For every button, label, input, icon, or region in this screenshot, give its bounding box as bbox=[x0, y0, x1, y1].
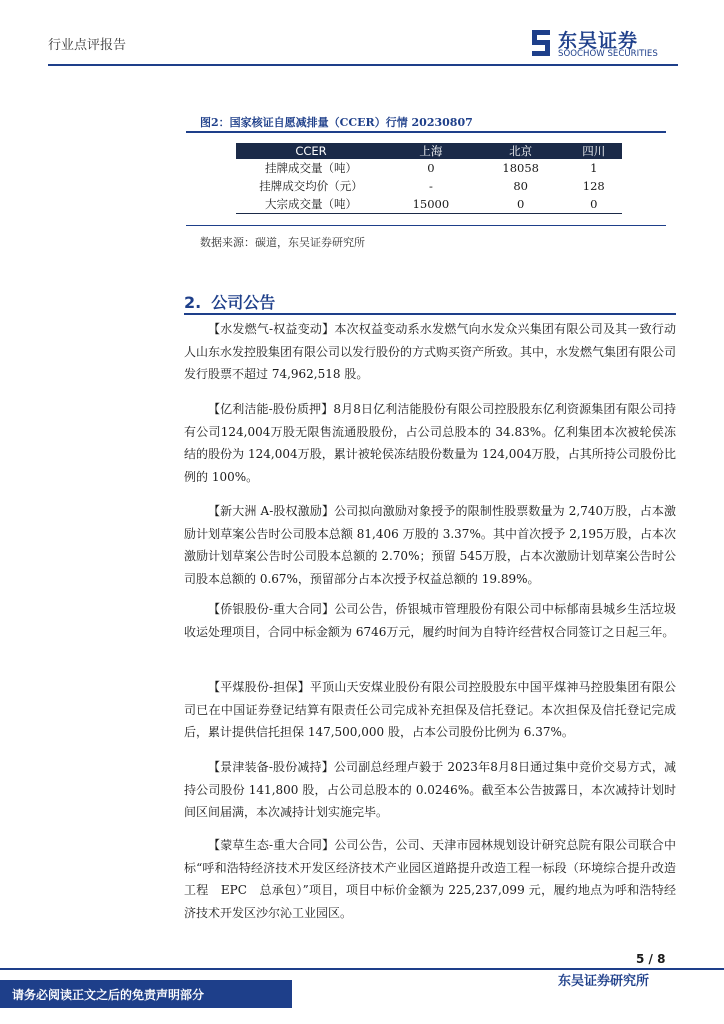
table-cell: 0 bbox=[566, 195, 622, 214]
table-header-cell: 四川 bbox=[566, 143, 622, 159]
logo-cn-text: 东吴证券 bbox=[558, 30, 639, 52]
table-cell: 18058 bbox=[502, 161, 539, 175]
section-divider bbox=[184, 313, 676, 315]
disclaimer-text: 请务必阅读正文之后的免责声明部分 bbox=[12, 988, 205, 1002]
table-row bbox=[236, 159, 622, 177]
announcement-paragraph: 【水发燃气-权益变动】本次权益变动系水发燃气向水发众兴集团有限公司及其一致行动人山东水发控股集团有限公司以发行股份的方式购买资产所致。其中，水发燃气集团有限公司发行股票不超过 74,962,518 股。 bbox=[184, 322, 677, 381]
announcement-paragraph: 【侨银股份-重大合同】公司公告，侨银城市管理股份有限公司中标郁南县城乡生活垃圾收运处理项目，合同中标金额为 6746万元，履约时间为自特许经营权合同签订之日起三年。 bbox=[184, 602, 676, 639]
company-logo bbox=[528, 26, 688, 62]
table-cell: 128 bbox=[582, 179, 605, 193]
table-cell: 15000 bbox=[386, 195, 476, 214]
table-header-row bbox=[236, 143, 622, 159]
table-cell: 挂牌成交量（吨） bbox=[265, 161, 357, 175]
table-cell: 1 bbox=[590, 161, 598, 175]
announcement-paragraph: 【蒙草生态-重大合同】公司公告，公司、天津市园林规划设计研究总院有限公司联合中标“呼和浩特经济技术开发区经济技术产业园区道路提升改造工程一标段（环境综合提升改造工程 EPC 总承包）”项目，项目中标价金额为 225,237,099 元，履约地点为呼和浩特经济技术开发区沙尔沁工业园区。 bbox=[184, 838, 676, 920]
report-category: 行业点评报告 bbox=[48, 38, 127, 53]
section-heading bbox=[184, 290, 275, 313]
figure-top-divider bbox=[186, 131, 666, 133]
figure-caption: 图2：国家核证自愿减排量（CCER）行情 20230807 bbox=[200, 116, 473, 129]
announcement-paragraph: 【平煤股份-担保】平顶山天安煤业股份有限公司控股股东中国平煤神马控股集团有限公司已在中国证券登记结算有限责任公司完成补充担保及信托登记。本次担保及信托登记完成后，累计提供信托担保 147,500,000 股，占本公司股份比例为 6.37%。 bbox=[184, 680, 676, 739]
figure-source: 数据来源：碳道，东吴证券研究所 bbox=[200, 236, 365, 249]
announcement-paragraph: 【新大洲 A-股权激励】公司拟向激励对象授予的限制性股票数量为 2,740万股，占本激励计划草案公告时公司股本总额 81,406 万股的 3.37%。其中首次授予 2,195万股，占本次激励计划草案公告时公司股本总额的 2.70%；预留 545万股，占本次激励计划草案公告时公司股本总额的 0.67%，预留部分占本次授予权益总额的 19.89%。 bbox=[184, 504, 676, 586]
table-row bbox=[236, 195, 622, 214]
logo-en-text: SOOCHOW SECURITIES bbox=[558, 49, 658, 59]
figure-bottom-divider bbox=[186, 225, 666, 226]
table-row bbox=[236, 177, 622, 195]
header-divider bbox=[48, 64, 678, 66]
section-number: 2. bbox=[184, 293, 202, 312]
table-cell: 80 bbox=[513, 179, 528, 193]
table-cell: 0 bbox=[427, 161, 435, 175]
table-cell: 挂牌成交均价（元） bbox=[259, 179, 363, 193]
announcement-paragraph: 【亿利洁能-股份质押】8月8日亿利洁能股份有限公司控股股东亿利资源集团有限公司持有公司124,004万股无限售流通股股份，占公司总股本的 34.83%。亿利集团本次被轮侯冻结的股份为 124,004万股，累计被轮侯冻结股份数量为 124,004万股，占其所持公司股份比例的 100%。 bbox=[184, 402, 676, 484]
table-header-cell: 北京 bbox=[476, 143, 566, 159]
table-cell: - bbox=[428, 179, 433, 193]
table-header-cell: CCER bbox=[236, 143, 386, 159]
disclaimer-banner bbox=[0, 980, 292, 1008]
table-cell: 大宗成交量（吨） bbox=[236, 195, 386, 214]
table-cell: 0 bbox=[476, 195, 566, 214]
ccer-market-table bbox=[236, 143, 622, 214]
page-number: 5 / 8 bbox=[636, 952, 666, 966]
announcement-paragraph: 【景津装备-股份减持】公司副总经理卢毅于 2023年8月8日通过集中竞价交易方式，减持公司股份 141,800 股，占公司总股本的 0.0246%。截至本公告披露日，本次减持计划时间区间届满，本次减持计划实施完毕。 bbox=[184, 760, 676, 819]
section-title: 公司公告 bbox=[211, 293, 276, 312]
table-header-cell: 上海 bbox=[386, 143, 476, 159]
footer-organization: 东吴证券研究所 bbox=[558, 974, 650, 989]
logo-mark-icon bbox=[528, 28, 554, 58]
